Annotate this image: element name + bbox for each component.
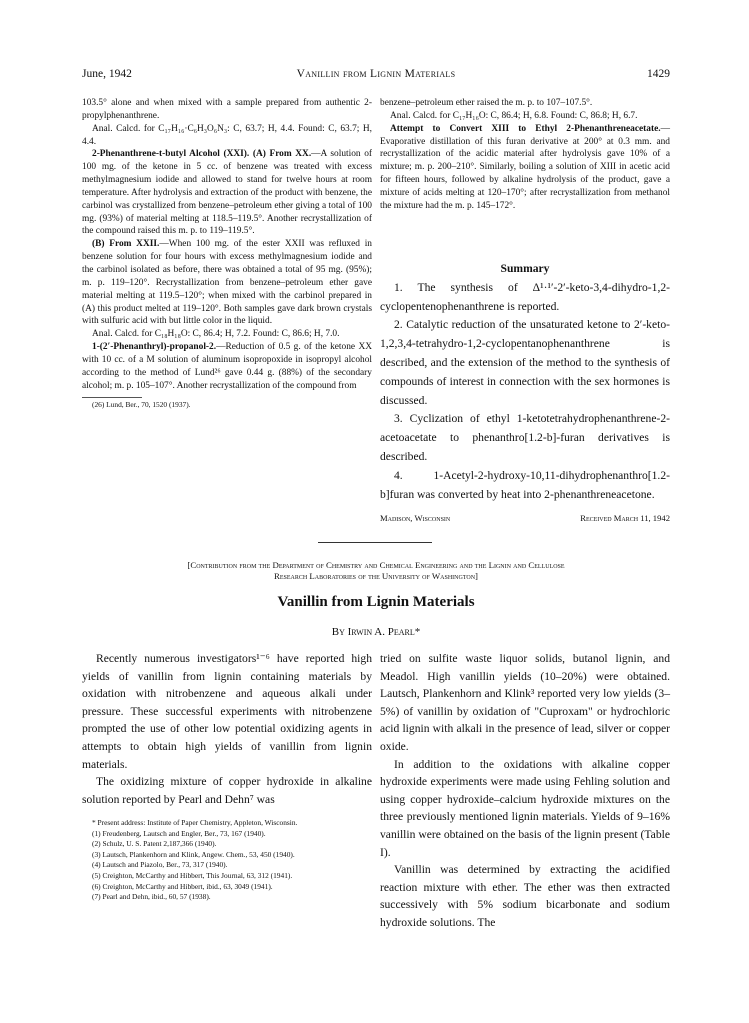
paragraph: Vanillin was determined by extracting the acidified reaction mixture with ether. The ether was then extracted successively with 5% sodium bicarbonate and sodium hydroxide solutions. The <box>380 863 670 929</box>
paragraph: (B) From XXII.—When 100 mg. of the ester XXII was refluxed in benzene solution for four hours with excess methylmagnesium iodide and the carbinol isolated as before, there was obtained a total of 95 mg. (95%); m. p. 119–120°. Recrystallization from benzene–petroleum ether gave material melting at 119.5–120°; when mixed with the carbinol prepared in (A) this product melted at 119–120°. Both samples gave dark brown crystals with sulfuric acid with but little color in the liquid. <box>82 239 372 327</box>
header-date: June, 1942 <box>82 68 132 80</box>
running-header <box>82 68 670 84</box>
summary-item: 3. Cyclization of ethyl 1-ketotetrahydrophenanthrene-2-acetoacetate to phenanthro[1.2-b]-furan derivatives is described. <box>380 412 670 463</box>
section-heading: Attempt to Convert XIII to Ethyl 2-Phenanthreneacetate. <box>390 123 661 134</box>
section-heading: (B) From XXII. <box>92 239 160 250</box>
paragraph: 1-(2′-Phenanthryl)-propanol-2.—Reduction of 0.5 g. of the ketone XX with 10 cc. of a M solution of aluminum isopropoxide in isopropyl alcohol according to the method of Lund²⁶ gave 0.44 g. (88%) of the secondary alcohol; m. p. 105–107°. Another recrystallization of the compound from <box>82 342 372 391</box>
footnotes <box>82 818 372 903</box>
right-top-column <box>380 97 670 213</box>
left-top-column <box>82 97 372 411</box>
footnote-rule <box>82 397 142 398</box>
summary-item: 2. Catalytic reduction of the unsaturated ketone to 2′-keto-1,2,3,4-tetrahydro-1,2-cyclopentanophenanthrene is described, and the extension of the method to the synthesis of compounds of interest in connection with the sex hormones is discussed. <box>380 318 670 407</box>
paragraph: 103.5° alone and when mixed with a sample prepared from authentic 2-propylphenanthrene. <box>82 98 372 121</box>
footnote: (6) Creighton, McCarthy and Hibbert, ibid., 63, 3049 (1941). <box>92 881 273 891</box>
footnote: (1) Freudenberg, Lautsch and Engler, Ber., 73, 167 (1940). <box>92 828 266 838</box>
footnote: (3) Lautsch, Plankenhorn and Klink, Angew. Chem., 53, 450 (1940). <box>92 849 295 859</box>
footnote: (5) Creighton, McCarthy and Hibbert, This Journal, 63, 312 (1941). <box>92 870 293 880</box>
left-bottom-column <box>82 650 372 808</box>
footnote: * Present address: Institute of Paper Chemistry, Appleton, Wisconsin. <box>92 818 298 827</box>
footnote: (7) Pearl and Dehn, ibid., 60, 57 (1938). <box>92 892 211 902</box>
footnote: (26) Lund, Ber., 70, 1520 (1937). <box>92 400 191 410</box>
paragraph: tried on sulfite waste liquor solids, butanol lignin, and Meadol. High vanillin yields (10–20%) were obtained. Lautsch, Plankenhorn and Klink³ reported very low yields (3–5%) of vanillin by oxidation of "Cuproxam" or hydrochloric acid lignin with alkali in the presence of lead, silver or copper oxide. <box>380 652 670 753</box>
paragraph: In addition to the oxidations with alkaline copper hydroxide experiments were made using Fehling solution and using copper hydroxide–calcium hydroxide mixtures on the three previously mentioned lignin materials. Yields of 9–16% vanillin were obtained on the basis of the lignin present (Table I). <box>380 757 670 859</box>
paragraph: benzene–petroleum ether raised the m. p. to 107–107.5°. <box>380 98 593 108</box>
paragraph: 2-Phenanthrene-t-butyl Alcohol (XXI). (A) From XX.—A solution of 100 mg. of the ketone in 5 cc. of benzene was treated with excess methylmagnesium iodide and allowed to stand for twelve hours at room temperature. After hydrolysis and extraction of the product with benzene, the carbinol was crystallized from benzene–petroleum ether giving a total of 100 mg. (93%) of material melting at 118.5–119.5°. Another recrystallization of the compound raised this m. p. to 119–119.5°. <box>82 149 373 237</box>
article-byline: By Irwin A. Pearl* <box>331 626 421 638</box>
section-divider <box>318 542 432 543</box>
footnote: (4) Lautsch and Piazolo, Ber., 73, 317 (1940). <box>92 860 228 870</box>
paragraph: Anal. Calcd. for C₁₇H₁₆·C₆H₃O₆N₃: C, 63.7; H, 4.4. Found: C, 63.7; H, 4.4. <box>82 123 372 147</box>
article-title: Vanillin from Lignin Materials <box>277 594 475 610</box>
summary-section <box>380 260 670 504</box>
summary-item: 4. 1-Acetyl-2-hydroxy-10,11-dihydrophenanthro[1.2-b]furan was converted by heat into 2-phenanthreneacetone. <box>380 468 670 501</box>
summary-heading: Summary <box>500 262 550 275</box>
section-heading: 1-(2′-Phenanthryl)-propanol-2. <box>92 342 217 353</box>
paragraph: Anal. Calcd. for C₁₈H₁₈O: C, 86.4; H, 7.2. Found: C, 86.6; H, 7.0. <box>92 329 340 340</box>
paragraph: Recently numerous investigators¹⁻⁶ have reported high yields of vanillin from lignin containing materials by oxidation with nitrobenzene and aqueous alkali under pressure. These successful experiments with nitrobenzene prompted the use of other low potential oxidizing agents in attempts to obtain high yields of vanillin from lignin materials. <box>82 652 372 771</box>
section-heading: 2-Phenanthrene-t-butyl Alcohol (XXI). (A) From XX. <box>92 149 312 160</box>
header-title: Vanillin from Lignin Materials <box>296 68 456 80</box>
location: Madison, Wisconsin <box>380 513 451 523</box>
page-number: 1429 <box>647 68 670 80</box>
paragraph: Anal. Calcd. for C₁₇H₁₆O: C, 86.4; H, 6.8. Found: C, 86.8; H, 6.7. <box>390 110 638 121</box>
received-date: Received March 11, 1942 <box>580 513 670 523</box>
paragraph: The oxidizing mixture of copper hydroxide in alkaline solution reported by Pearl and Dehn⁷ was <box>82 775 372 806</box>
right-bottom-column <box>380 650 670 932</box>
footnote: (2) Schulz, U. S. Patent 2,187,366 (1940). <box>92 839 217 849</box>
summary-item: 1. The synthesis of Δ¹·¹′-2′-keto-3,4-dihydro-1,2-cyclopentenophenanthrene is reported. <box>380 280 670 313</box>
contribution-note: [Contribution from the Department of Chemistry and Chemical Engineering and the Lignin and Cellulose Research Laboratories of the University of Washington] <box>187 560 565 581</box>
paragraph: Attempt to Convert XIII to Ethyl 2-Phenanthreneacetate.—Evaporative distillation of this furan derivative at 200° at 0.3 mm. and recrystallization of the acidic material after hydrolysis gave 10% of a mixture; m. p. 200–210°. Similarly, boiling a solution of XIII in acetic acid for fifteen hours, followed by alkaline hydrolysis of the product, gave a mixture of acids melting at 120–170°; after recrystallization from methanol the mixture had the m. p. 145–172°. <box>380 123 670 211</box>
